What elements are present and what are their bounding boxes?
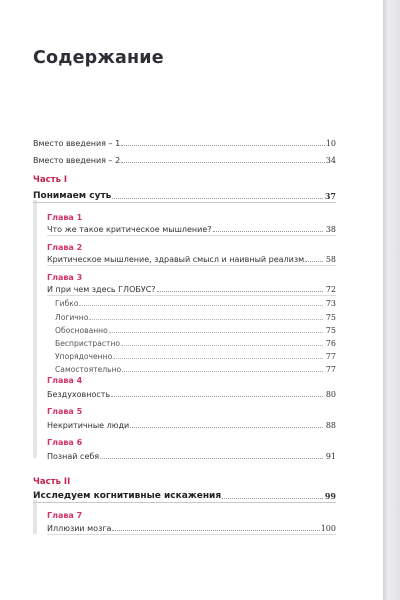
dot-leader: [122, 371, 323, 372]
toc-subentry[interactable]: [55, 310, 336, 322]
toc-page-number: 80: [325, 390, 336, 399]
dot-leader: [100, 458, 323, 459]
toc-page-number: 76: [325, 339, 336, 348]
toc-entry-intro-1[interactable]: [33, 136, 336, 148]
chapter-label: Глава 4: [47, 376, 83, 385]
dot-leader: [222, 498, 323, 499]
divider: [47, 235, 336, 236]
divider: [47, 265, 336, 266]
page-edge: [383, 0, 400, 600]
toc-page-number: 38: [325, 225, 336, 234]
toc-entry-chapter-5[interactable]: [47, 418, 336, 430]
dot-leader: [213, 231, 323, 232]
toc-entry-label: Вместо введения – 1: [33, 139, 121, 148]
part-bar: [33, 200, 37, 458]
toc-page-number: 37: [324, 191, 336, 201]
part-title: Исследуем когнитивные искажения: [33, 491, 222, 501]
part-title-row[interactable]: [33, 488, 336, 501]
chapter-title: Что же такое критическое мышление?: [47, 225, 212, 234]
toc-subentry[interactable]: [55, 323, 336, 335]
dot-leader: [112, 530, 319, 531]
dot-leader: [89, 319, 323, 320]
toc-page-number: 77: [325, 352, 336, 361]
chapter-label: Глава 3: [47, 273, 83, 282]
dot-leader: [111, 396, 323, 397]
chapter-title: Критическое мышление, здравый смысл и наивный реализм: [47, 255, 305, 264]
toc-entry-chapter-3[interactable]: [47, 282, 336, 294]
chapter-title: И при чем здесь ГЛОБУС?: [47, 285, 156, 294]
toc-page-number: 88: [325, 421, 336, 430]
subentry-title: Гибко: [55, 299, 79, 308]
toc-subentry[interactable]: [55, 349, 336, 361]
toc-page-number: 75: [325, 326, 336, 335]
chapter-label: Глава 1: [47, 213, 83, 222]
chapter-title: Иллюзии мозга: [47, 524, 112, 533]
dot-leader: [305, 261, 323, 262]
toc-page-number: 99: [324, 491, 336, 501]
dot-leader: [79, 305, 323, 306]
divider: [47, 534, 336, 535]
toc-subentry[interactable]: [55, 362, 336, 374]
chapter-label: Глава 7: [47, 511, 83, 520]
dot-leader: [121, 145, 325, 146]
chapter-title: Бездуховность: [47, 390, 111, 399]
toc-page-number: 73: [325, 299, 336, 308]
chapter-title: Познай себя: [47, 452, 100, 461]
toc-entry-chapter-1[interactable]: [47, 222, 336, 234]
dot-leader: [113, 358, 323, 359]
toc-entry-chapter-4[interactable]: [47, 387, 336, 399]
subentry-title: Беспристрастно: [55, 339, 121, 348]
dot-leader: [121, 162, 325, 163]
toc-entry-intro-2[interactable]: [33, 153, 336, 165]
toc-page-number: 77: [325, 365, 336, 374]
toc-page-number: 100: [320, 524, 336, 533]
dot-leader: [109, 332, 323, 333]
toc-entry-chapter-7[interactable]: [47, 521, 336, 533]
toc-page-number: 75: [325, 313, 336, 322]
toc-page-number: 72: [325, 285, 336, 294]
toc-subentry[interactable]: [55, 336, 336, 348]
chapter-label: Глава 6: [47, 438, 83, 447]
subentry-title: Обоснованно: [55, 326, 108, 335]
divider: [33, 502, 336, 503]
toc-entry-chapter-2[interactable]: [47, 252, 336, 264]
part-label: Часть I: [33, 175, 68, 185]
toc-page-number: 34: [325, 156, 336, 165]
subentry-title: Самостоятельно: [55, 365, 122, 374]
part-bar: [33, 500, 37, 534]
dot-leader: [130, 427, 323, 428]
dot-leader: [121, 345, 323, 346]
subentry-title: Логично: [55, 313, 89, 322]
toc-subentry[interactable]: [55, 296, 336, 308]
page-title: Содержание: [33, 48, 164, 68]
dot-leader: [112, 198, 323, 199]
part-title: Понимаем суть: [33, 191, 112, 201]
toc-entry-label: Вместо введения – 2: [33, 156, 121, 165]
divider: [33, 202, 336, 203]
chapter-label: Глава 5: [47, 407, 83, 416]
chapter-title: Некритичные люди: [47, 421, 130, 430]
chapter-label: Глава 2: [47, 243, 83, 252]
part-label: Часть II: [33, 477, 71, 487]
toc-page-number: 58: [325, 255, 336, 264]
subentry-title: Упорядоченно: [55, 352, 113, 361]
part-title-row[interactable]: [33, 188, 336, 201]
toc-page-number: 91: [325, 452, 336, 461]
toc-entry-chapter-6[interactable]: [47, 449, 336, 461]
dot-leader: [157, 291, 323, 292]
toc-page-number: 10: [325, 139, 336, 148]
